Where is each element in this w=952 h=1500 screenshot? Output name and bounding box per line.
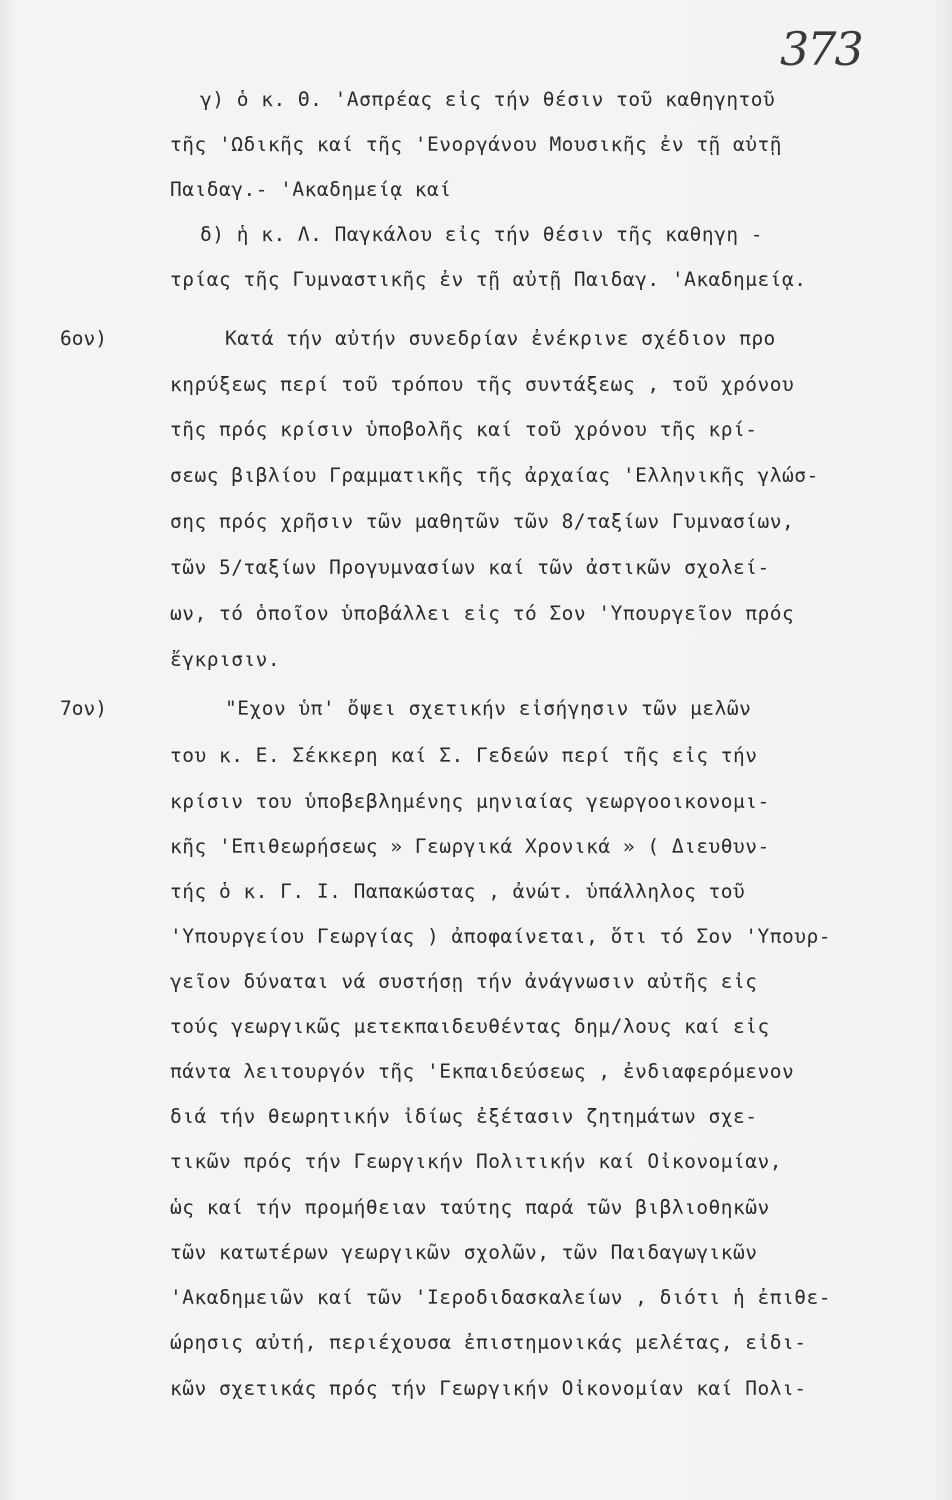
text-line: κηρύξεως περί τοῦ τρόπου τῆς συντάξεως , τοῦ χρόνου: [170, 373, 795, 396]
page-number: 373: [780, 22, 862, 76]
text-line: τρίας τῆς Γυμναστικῆς ἐν τῇ αὐτῇ Παιδαγ. 'Ακαδημείᾳ.: [170, 268, 807, 291]
paragraph-number: 6ον): [60, 327, 107, 350]
text-line: τούς γεωργικῶς μετεκπαιδευθέντας δημ/λους καί εἰς: [170, 1015, 770, 1038]
text-line: τῆς 'Ωδικῆς καί τῆς 'Ενοργάνου Μουσικῆς ἐν τῇ αὐτῇ: [170, 133, 782, 156]
text-line: Κατά τήν αὐτήν συνεδρίαν ἐνέκρινε σχέδιον προ: [225, 327, 776, 350]
text-line: τῶν 5/ταξίων Προγυμνασίων καί τῶν ἀστικῶν σχολεί-: [170, 556, 770, 579]
text-line: διά τήν θεωρητικήν ἰδίως ἐξέτασιν ζητημάτων σχε-: [170, 1105, 758, 1128]
text-line: τικῶν πρός τήν Γεωργικήν Πολιτικήν καί Οἰκονομίαν,: [170, 1150, 782, 1173]
text-line: "Εχον ὑπ' ὄψει σχετικήν εἰσήγησιν τῶν μελῶν: [225, 697, 752, 720]
paragraph-number: 7ον): [60, 697, 107, 720]
text-line: γεῖον δύναται νά συστήσῃ τήν ἀνάγνωσιν αὐτῆς εἰς: [170, 970, 758, 993]
text-line: κρίσιν του ὑποβεβλημένης μηνιαίας γεωργοοικονομι-: [170, 790, 770, 813]
text-line: 'Υπουργείου Γεωργίας ) ἀποφαίνεται, ὅτι τό Σον 'Υπουρ-: [170, 925, 831, 948]
text-line: Παιδαγ.- 'Ακαδημείᾳ καί: [170, 178, 452, 201]
text-line: γ) ὁ κ. Θ. 'Ασπρέας εἰς τήν θέσιν τοῦ καθηγητοῦ: [200, 88, 776, 111]
text-line: ώρησις αὐτή, περιέχουσα ἐπιστημονικάς μελέτας, εἰδι-: [170, 1331, 807, 1354]
text-line: κῶν σχετικάς πρός τήν Γεωργικήν Οἰκονομίαν καί Πολι-: [170, 1377, 807, 1400]
text-line: τῶν κατωτέρων γεωργικῶν σχολῶν, τῶν Παιδαγωγικῶν: [170, 1241, 758, 1264]
text-line: ἔγκρισιν.: [170, 648, 281, 671]
text-line: ὡς καί τήν προμήθειαν ταύτης παρά τῶν βιβλιοθηκῶν: [170, 1196, 770, 1219]
text-line: του κ. Ε. Σέκκερη καί Σ. Γεδεών περί τῆς εἰς τήν: [170, 744, 758, 767]
text-line: σης πρός χρῆσιν τῶν μαθητῶν τῶν 8/ταξίων Γυμνασίων,: [170, 510, 795, 533]
text-line: πάντα λειτουργόν τῆς 'Εκπαιδεύσεως , ἐνδιαφερόμενον: [170, 1060, 795, 1083]
text-line: τῆς πρός κρίσιν ὑποβολῆς καί τοῦ χρόνου τῆς κρί-: [170, 418, 758, 441]
text-line: ων, τό ὁποῖον ὑποβάλλει εἰς τό Σον 'Υπουργεῖον πρός: [170, 602, 795, 625]
text-line: τής ὁ κ. Γ. Ι. Παπακώστας , ἀνώτ. ὑπάλληλος τοῦ: [170, 880, 746, 903]
text-line: κῆς 'Επιθεωρήσεως » Γεωργικά Χρονικά » ( Διευθυν-: [170, 835, 770, 858]
text-line: 'Ακαδημειῶν καί τῶν 'Ιεροδιδασκαλείων , διότι ἡ ἐπιθε-: [170, 1286, 831, 1309]
text-line: σεως βιβλίου Γραμματικῆς τῆς ἀρχαίας 'Ελληνικῆς γλώσ-: [170, 464, 819, 487]
text-line: δ) ἡ κ. Λ. Παγκάλου εἰς τήν θέσιν τῆς καθηγη -: [200, 223, 764, 246]
